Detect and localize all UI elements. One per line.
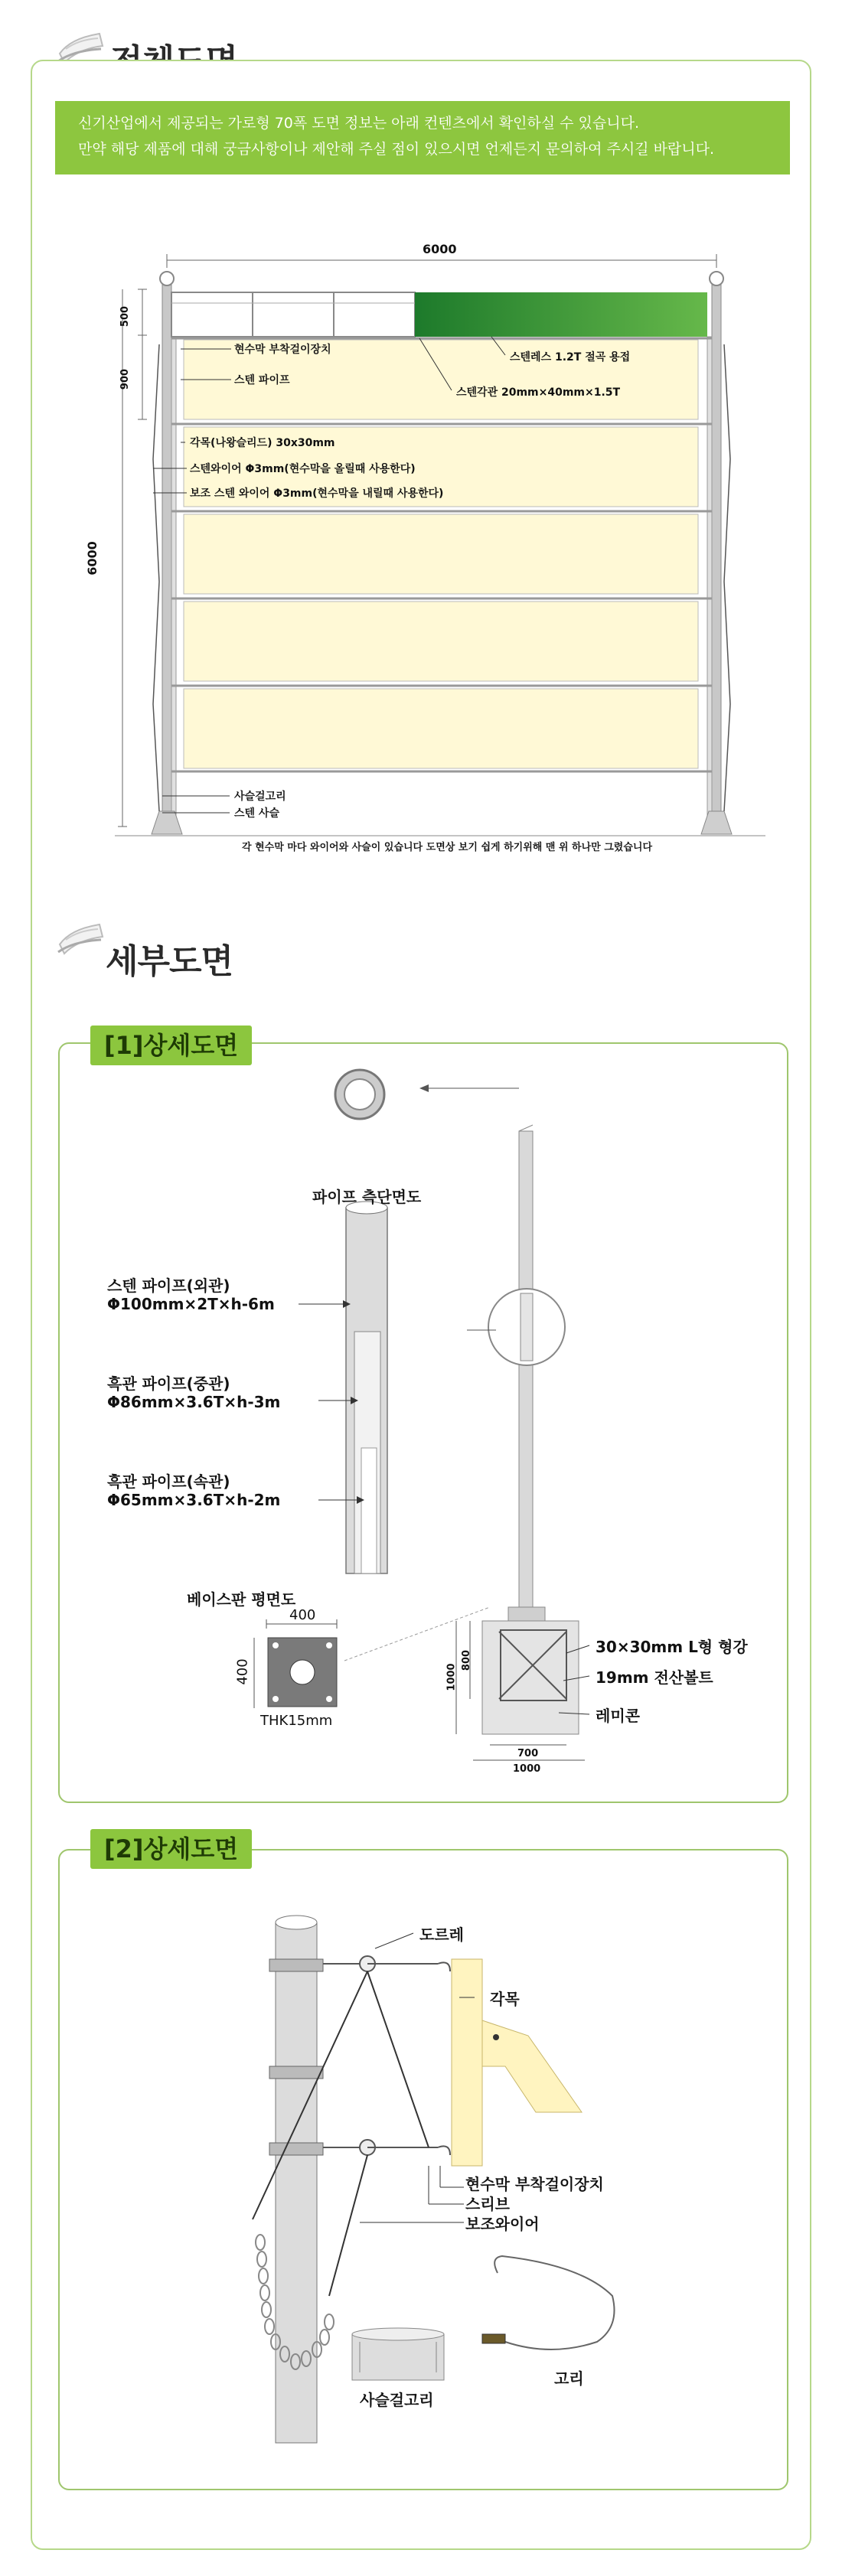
found-w1: 700: [517, 1748, 539, 1759]
angle-label: 30×30mm L형 형강: [596, 1638, 748, 1656]
sleeve-label: 스리브: [465, 2195, 510, 2213]
dim-900: 900: [119, 368, 132, 390]
inner-pipe-name: 흑관 파이프(속관): [107, 1472, 230, 1491]
baseplate-title: 베이스판 평면도: [187, 1590, 296, 1609]
label-square-bar: 각목(나왕슬리드) 30x30mm: [190, 437, 335, 449]
pipe-section-title: 파이프 측단면도: [312, 1188, 422, 1206]
dim-width: 6000: [423, 242, 457, 256]
bolt-label: 19mm 전산볼트: [596, 1668, 713, 1687]
drawing-footnote: 각 현수막 마다 와이어와 사슬이 있습니다 도면상 보기 쉽게 하기위해 맨 위 하나만 그렸습니다: [242, 842, 653, 853]
middle-pipe-spec: Φ86mm×3.6T×h-3m: [107, 1393, 281, 1411]
outer-pipe-spec: Φ100mm×2T×h-6m: [107, 1295, 275, 1313]
chain-ring-label: 사슬걸고리: [360, 2391, 434, 2409]
inner-pipe-spec: Φ65mm×3.6T×h-2m: [107, 1491, 281, 1509]
section-title-detail: 세부도면: [106, 942, 233, 981]
label-sten-square: 스텐각관 20mm×40mm×1.5T: [456, 386, 621, 399]
aux-wire-label: 보조와이어: [465, 2215, 540, 2233]
pulley-label: 도르레: [419, 1925, 464, 1944]
hook-device-label: 현수막 부착걸이장치: [465, 2175, 604, 2193]
baseplate-width: 400: [289, 1607, 316, 1623]
label-sten-pipe: 스텐 파이프: [234, 374, 290, 386]
label-stainless-weld: 스텐레스 1.2T 절곡 용접: [510, 351, 631, 364]
label-chain-ring: 사슬걸고리: [234, 791, 286, 803]
hook-label: 고리: [554, 2369, 584, 2388]
found-h2: 800: [461, 1649, 473, 1671]
baseplate-height: 400: [234, 1658, 251, 1685]
intro-line-1: 신기산업에서 제공되는 가로형 70폭 도면 정보는 아래 컨텐츠에서 확인하실 수 있습니다.: [78, 115, 640, 132]
outer-pipe-name: 스텐 파이프(외관): [107, 1277, 230, 1295]
found-h1: 1000: [445, 1663, 458, 1691]
label-sten-wire: 스텐와이어 Φ3mm(현수막을 올릴때 사용한다): [190, 463, 416, 475]
remicon-label: 레미콘: [596, 1707, 640, 1725]
dim-height: 6000: [84, 541, 100, 576]
label-sten-chain: 스텐 사슬: [234, 807, 279, 820]
square-bar-label: 각목: [490, 1990, 520, 2008]
label-aux-wire: 보조 스텐 와이어 Φ3mm(현수막을 내릴때 사용한다): [190, 487, 444, 500]
middle-pipe-name: 흑관 파이프(중관): [107, 1374, 230, 1393]
intro-line-2: 만약 해당 제품에 대해 궁금사항이나 제안해 주실 점이 있으시면 언제든지 문의하여 주시길 바랍니다.: [78, 141, 715, 158]
baseplate-thk: THK15mm: [260, 1713, 333, 1729]
label-hook-device: 현수막 부착걸이장치: [234, 344, 331, 356]
found-w2: 1000: [513, 1763, 541, 1775]
detail1-tab: [1]상세도면: [90, 1026, 252, 1065]
detail2-tab: [2]상세도면: [90, 1829, 252, 1869]
dim-500: 500: [119, 305, 132, 328]
